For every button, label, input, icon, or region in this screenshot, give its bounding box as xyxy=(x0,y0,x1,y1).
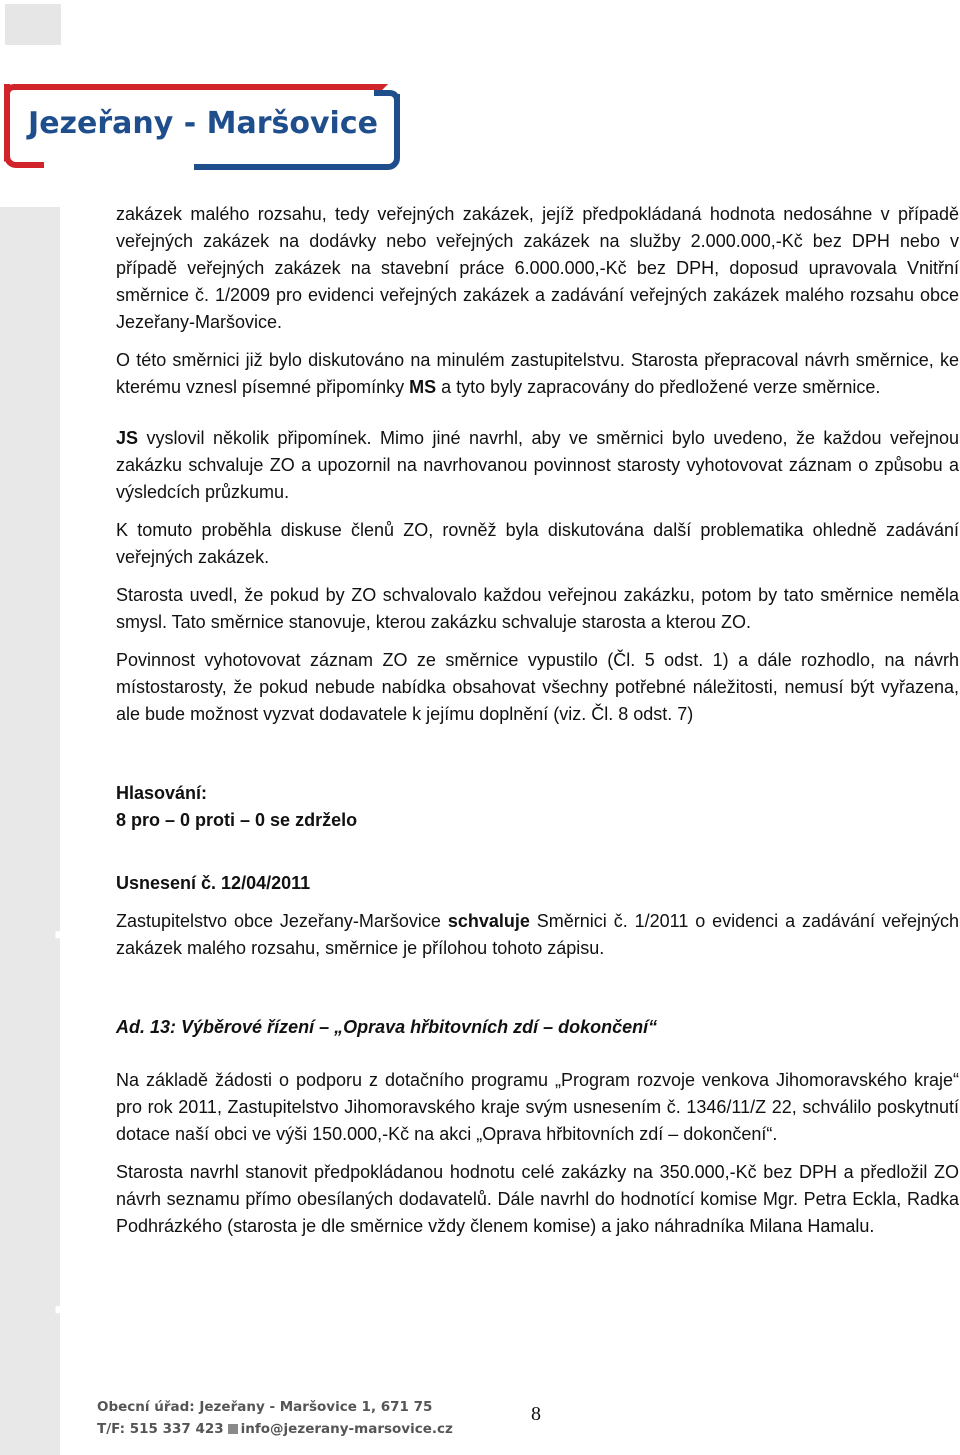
resolution-text xyxy=(116,908,959,962)
corner-block xyxy=(5,4,61,45)
paragraph xyxy=(116,347,959,401)
text-run: Směrnici č. 1/2011 o evidenci a zadávání veřejných zakázek malého rozsahu, směrnice je přílohou tohoto zápisu. xyxy=(116,911,959,958)
footer-email: info@jezerany-marsovice.cz xyxy=(240,1421,453,1437)
side-url-watermark: www.jezerany-marsovice.cz xyxy=(50,814,96,1440)
footer-contact xyxy=(97,1396,453,1440)
vote-result: 8 pro – 0 proti – 0 se zdrželo xyxy=(116,810,358,830)
initials-ms: MS xyxy=(409,377,437,397)
page-number: 8 xyxy=(531,1403,541,1425)
paragraph: K tomuto proběhla diskuse členů ZO, rovněž byla diskutována další problematika ohledně zadávání veřejných zakázek. xyxy=(116,520,959,567)
paragraph: Starosta uvedl, že pokud by ZO schvalovalo každou veřejnou zakázku, potom by tato směrnice neměla smysl. Tato směrnice stanovuje, kterou zakázku schvaluje starosta a kterou ZO. xyxy=(116,585,959,632)
document-body xyxy=(116,201,959,1240)
paragraph: zakázek malého rozsahu, tedy veřejných zakázek, jejíž předpokládaná hodnota nedosáhne v případě veřejných zakázek na dodávky nebo veřejných zakázek na služby 2.000.000,-Kč bez DPH nebo v případě veřejných zakázek na stavební práce 6.000.000,-Kč bez DPH, doposud upravovala Vnitřní směrnice č. 1/2009 pro evidenci veřejných zakázek a zadávání veřejných zakázek malého rozsahu obce Jezeřany-Maršovice. xyxy=(116,204,959,332)
initials-js: JS xyxy=(116,428,139,448)
municipality-logo xyxy=(4,84,400,170)
text-run: vyslovil několik připomínek. Mimo jiné navrhl, aby ve směrnici bylo uvedeno, že každou veřejnou zakázku schvaluje ZO a upozornil na navrhovanou povinnost starosty vyhotovovat záznam o způsobu a výsledcích průzkumu. xyxy=(116,428,959,502)
text-run-bold: schvaluje xyxy=(447,911,530,931)
text-run: a tyto byly zapracovány do předložené verze směrnice. xyxy=(436,377,881,397)
paragraph xyxy=(116,425,959,506)
vote-title: Hlasování: xyxy=(116,783,208,803)
separator-square-icon xyxy=(228,1424,238,1434)
text-run: Zastupitelstvo obce Jezeřany-Maršovice xyxy=(116,911,448,931)
logo-text: Jezeřany - Maršovice xyxy=(28,106,378,141)
paragraph: Na základě žádosti o podporu z dotačního programu „Program rozvoje venkova Jihomoravského kraje“ pro rok 2011, Zastupitelstvo Jihomoravského kraje svým usnesením č. 1346/11/Z 22, schválilo poskytnutí dotace naší obci ve výši 150.000,-Kč na akci „Oprava hřbitovních zdí – dokončení“. xyxy=(116,1070,959,1144)
footer-phone: T/F: 515 337 423 xyxy=(97,1421,224,1437)
text-run: O této směrnici již bylo diskutováno na minulém zastupitelstvu. Starosta přepracoval návrh směrnice, ke kterému vznesl písemné připomínky xyxy=(116,350,959,397)
footer-contact-line xyxy=(97,1418,453,1440)
paragraph: Povinnost vyhotovovat záznam ZO ze směrnice vypustilo (Čl. 5 odst. 1) a dále rozhodlo, na návrh místostarosty, že pokud nebude nabídka obsahovat všechny potřebné náležitosti, nemusí být vyřazena, ale bude možnost vyzvat dodavatele k jejímu doplnění (viz. Čl. 8 odst. 7) xyxy=(116,650,959,724)
resolution-title: Usnesení č. 12/04/2011 xyxy=(116,873,311,893)
section-title: Ad. 13: Výběrové řízení – „Oprava hřbitovních zdí – dokončení“ xyxy=(116,1017,658,1037)
footer-address: Obecní úřad: Jezeřany - Maršovice 1, 671 75 xyxy=(97,1399,433,1415)
paragraph: Starosta navrhl stanovit předpokládanou hodnotu celé zakázky na 350.000,-Kč bez DPH a předložil ZO návrh seznamu přímo obesílaných dodavatelů. Dále navrhl do hodnotící komise Mgr. Petra Eckla, Radka Podhrázkého (starosta je dle směrnice vždy členem komise) a jako náhradníka Milana Hamalu. xyxy=(116,1162,959,1236)
